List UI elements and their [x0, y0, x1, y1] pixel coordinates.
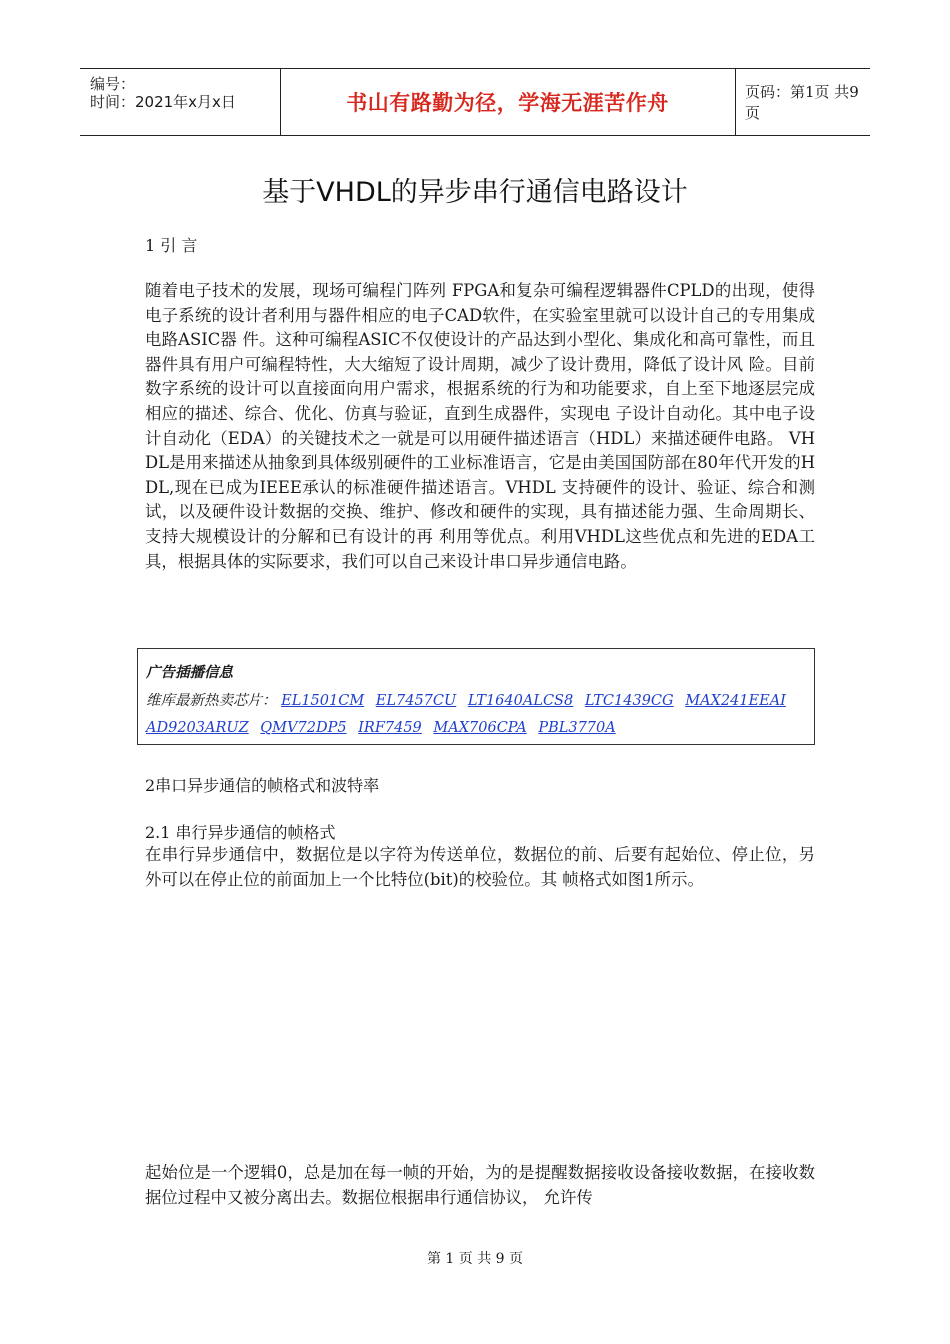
- ad-link[interactable]: EL7457CU: [375, 693, 457, 709]
- ad-link[interactable]: MAX241EEAI: [685, 693, 786, 709]
- document-title: 基于VHDL的异步串行通信电路设计: [262, 177, 688, 208]
- header-page-cell: [735, 69, 870, 135]
- section2-1-heading: 2.1 串行异步通信的帧格式: [145, 823, 336, 842]
- ad-link[interactable]: MAX706CPA: [433, 720, 527, 736]
- ad-link[interactable]: PBL3770A: [538, 720, 616, 736]
- ad-link[interactable]: EL1501CM: [281, 693, 365, 709]
- ad-link[interactable]: LTC1439CG: [584, 693, 674, 709]
- header-meta-cell: [80, 69, 281, 135]
- ad-title: 广告插播信息: [146, 665, 233, 681]
- section2-paragraph-2: 起始位是一个逻辑0，总是加在每一帧的开始，为的是提醒数据接收设备接收数据，在接收数据位过程中又被分离出去。数据位根据串行通信协议， 允许传: [145, 1163, 815, 1207]
- document-header: [80, 68, 870, 136]
- code-label: 编号：: [90, 75, 136, 93]
- ad-link[interactable]: IRF7459: [358, 720, 422, 736]
- section1-paragraph: 随着电子技术的发展，现场可编程门阵列 FPGA和复杂可编程逻辑器件CPLD的出现，使得电子系统的设计者利用与器件相应的电子CAD软件，在实验室里就可以设计自己的专用集成电路ASIC器 件。这种可编程ASIC不仅使设计的产品达到小型化、集成化和高可靠性，而且器件具有用户可编程特性，大大缩短了设计周期，减少了设计费用，降低了设计风 险。目前数字系统的设计可以直接面向用户需求，根据系统的行为和功能要求，自上至下地逐层完成相应的描述、综合、优化、仿真与验证，直到生成器件，实现电 子设计自动化。其中电子设计自动化（EDA）的关键技术之一就是可以用硬件描述语言（HDL）来描述硬件电路。 VHDL是用来描述从抽象到具体级别硬件的工业标准语言，它是由美国国防部在80年代开发的HDL,现在已成为IEEE承认的标准硬件描述语言。VHDL 支持硬件的设计、验证、综合和测试，以及硬件设计数据的交换、维护、修改和硬件的实现，具有描述能力强、生命周期长、支持大规模设计的分解和已有设计的再 利用等优点。利用VHDL这些优点和先进的EDA工具，根据具体的实际要求，我们可以自己来设计串口异步通信电路。: [145, 281, 815, 571]
- motto: 书山有路勤为径，学海无涯苦作舟: [346, 91, 669, 115]
- date-label: 时间：2021年x月x日: [90, 93, 236, 111]
- page-footer: 第 1 页 共 9 页: [426, 1251, 524, 1267]
- page-info: 页码：第1页 共9页: [745, 83, 859, 122]
- ad-link[interactable]: LT1640ALCS8: [467, 693, 574, 709]
- section2-paragraph: 在串行异步通信中，数据位是以字符为传送单位，数据位的前、后要有起始位、停止位，另外可以在停止位的前面加上一个比特位(bit)的校验位。其 帧格式如图1所示。: [145, 845, 815, 889]
- header-motto-cell: [280, 69, 736, 135]
- ad-link[interactable]: QMV72DP5: [260, 720, 347, 736]
- ad-links-line-1: [146, 688, 806, 715]
- ad-label: 维库最新热卖芯片：: [146, 693, 277, 709]
- ad-links-line-2: [146, 715, 806, 742]
- section1-heading: 1 引 言: [145, 236, 198, 255]
- ad-link[interactable]: AD9203ARUZ: [146, 720, 249, 736]
- section2-heading: 2串口异步通信的帧格式和波特率: [145, 776, 380, 795]
- ad-box: [137, 648, 815, 745]
